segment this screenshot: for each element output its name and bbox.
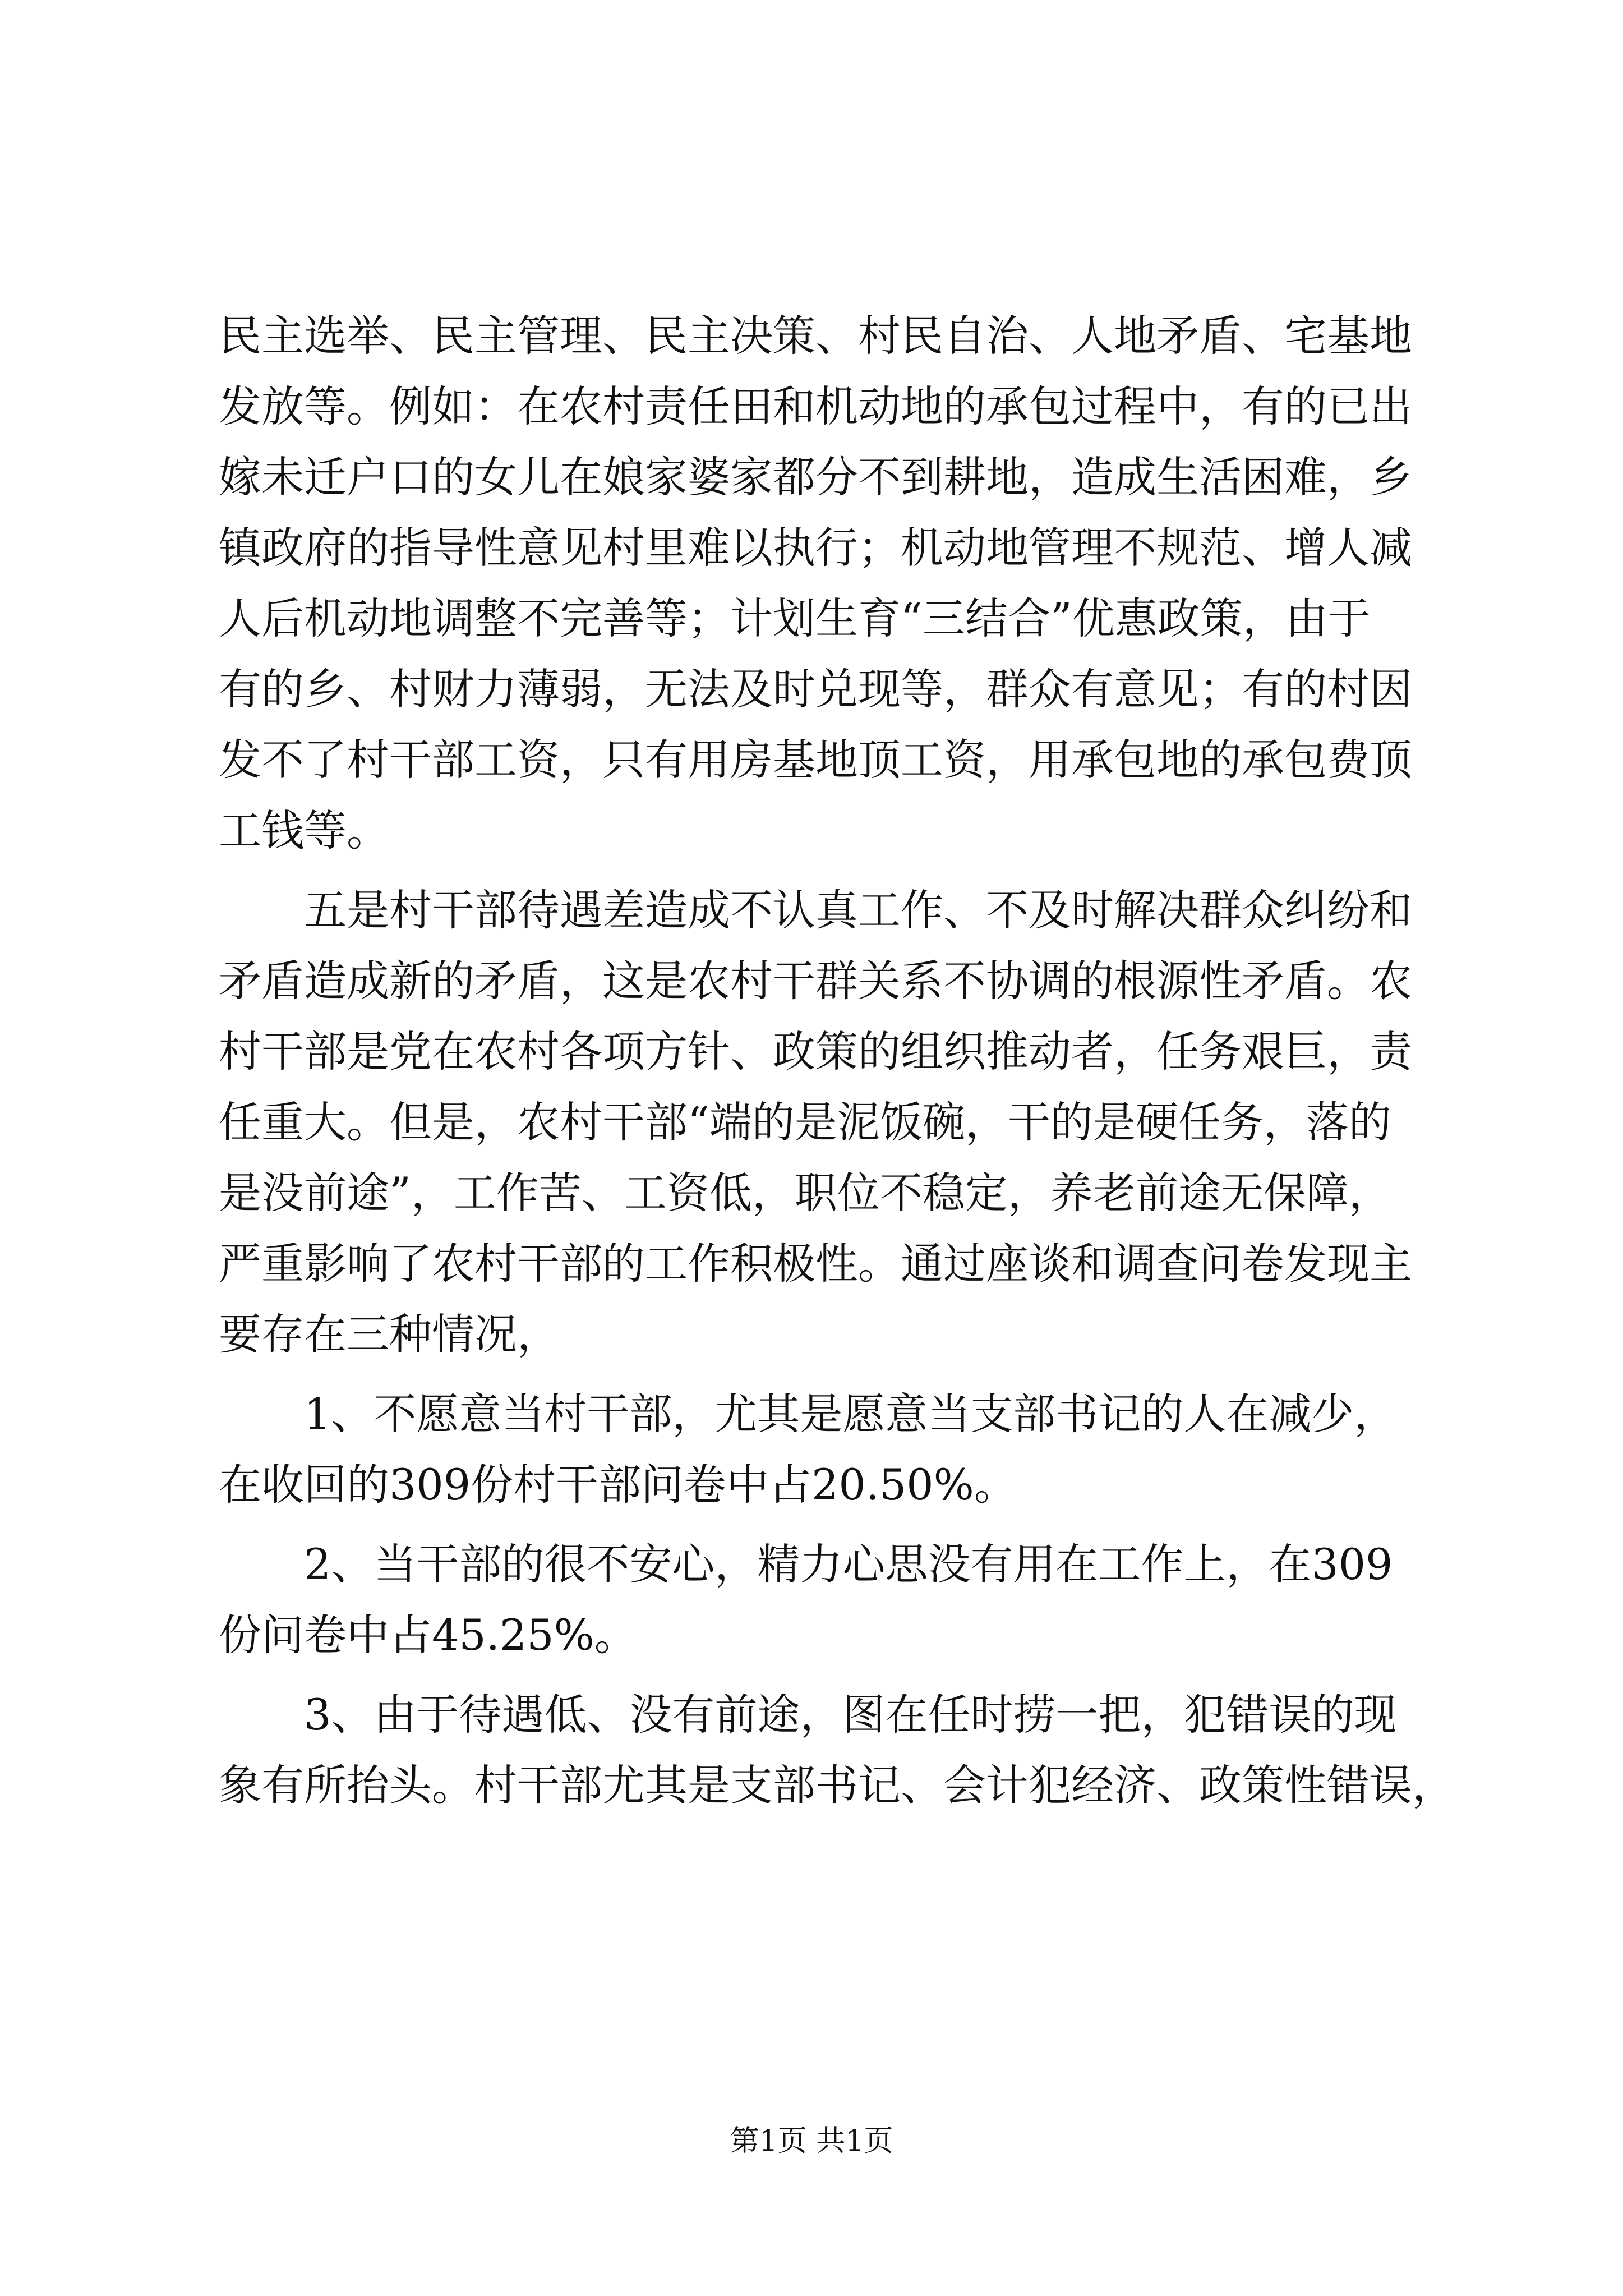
text-line: 要存在三种情况， [219,1309,560,1359]
text-line: 村干部是党在农村各项方针、政策的组织推动者，任务艰巨，责 [219,1027,1412,1076]
list-item-3-first-line: 3、由于待遇低、没有前途，图在任时捞一把，犯错误的现 [304,1690,1397,1740]
text-line: 矛盾造成新的矛盾，这是农村干群关系不协调的根源性矛盾。农 [219,956,1412,1006]
page-footer: 第1页 共1页 [730,2124,893,2158]
text-line: 工钱等。 [219,806,389,855]
text-line: 民主选举、民主管理、民主决策、村民自治、人地矛盾、宅基地 [219,311,1412,361]
list-item-1-first-line: 1、不愿意当村干部，尤其是愿意当支部书记的人在减少， [304,1389,1397,1439]
document-body [219,301,1455,1821]
text-line: 镇政府的指导性意见村里难以执行；机动地管理不规范、增人减 [219,523,1412,573]
list-item-2-first-line: 2、当干部的很不安心，精力心思没有用在工作上，在309 [304,1539,1393,1589]
list-item-1-second-line: 在收回的309份村干部问卷中占20.50%。 [219,1460,1017,1510]
text-line: 任重大。但是，农村干部“端的是泥饭碗，干的是硬任务，落的 [219,1097,1391,1147]
text-line: 发放等。例如：在农村责任田和机动地的承包过程中，有的已出 [219,381,1412,431]
paragraph-five-first-line: 五是村干部待遇差造成不认真工作、不及时解决群众纠纷和 [304,885,1412,935]
list-item-2-second-line: 份问卷中占45.25%。 [219,1610,637,1660]
text-line: 嫁未迁户口的女儿在娘家婆家都分不到耕地，造成生活困难，乡 [219,452,1412,502]
text-line: 发不了村干部工资，只有用房基地顶工资，用承包地的承包费顶 [219,735,1412,785]
text-line: 严重影响了农村干部的工作积极性。通过座谈和调查问卷发现主 [219,1239,1412,1289]
list-item-3-second-line: 象有所抬头。村干部尤其是支部书记、会计犯经济、政策性错误， [219,1760,1455,1810]
text-line: 人后机动地调整不完善等；计划生育“三结合”优惠政策，由于 [219,593,1371,643]
text-line: 有的乡、村财力薄弱，无法及时兑现等，群众有意见；有的村因 [219,664,1412,714]
text-line: 是没前途”，工作苦、工资低，职位不稳定，养老前途无保障， [219,1168,1391,1218]
